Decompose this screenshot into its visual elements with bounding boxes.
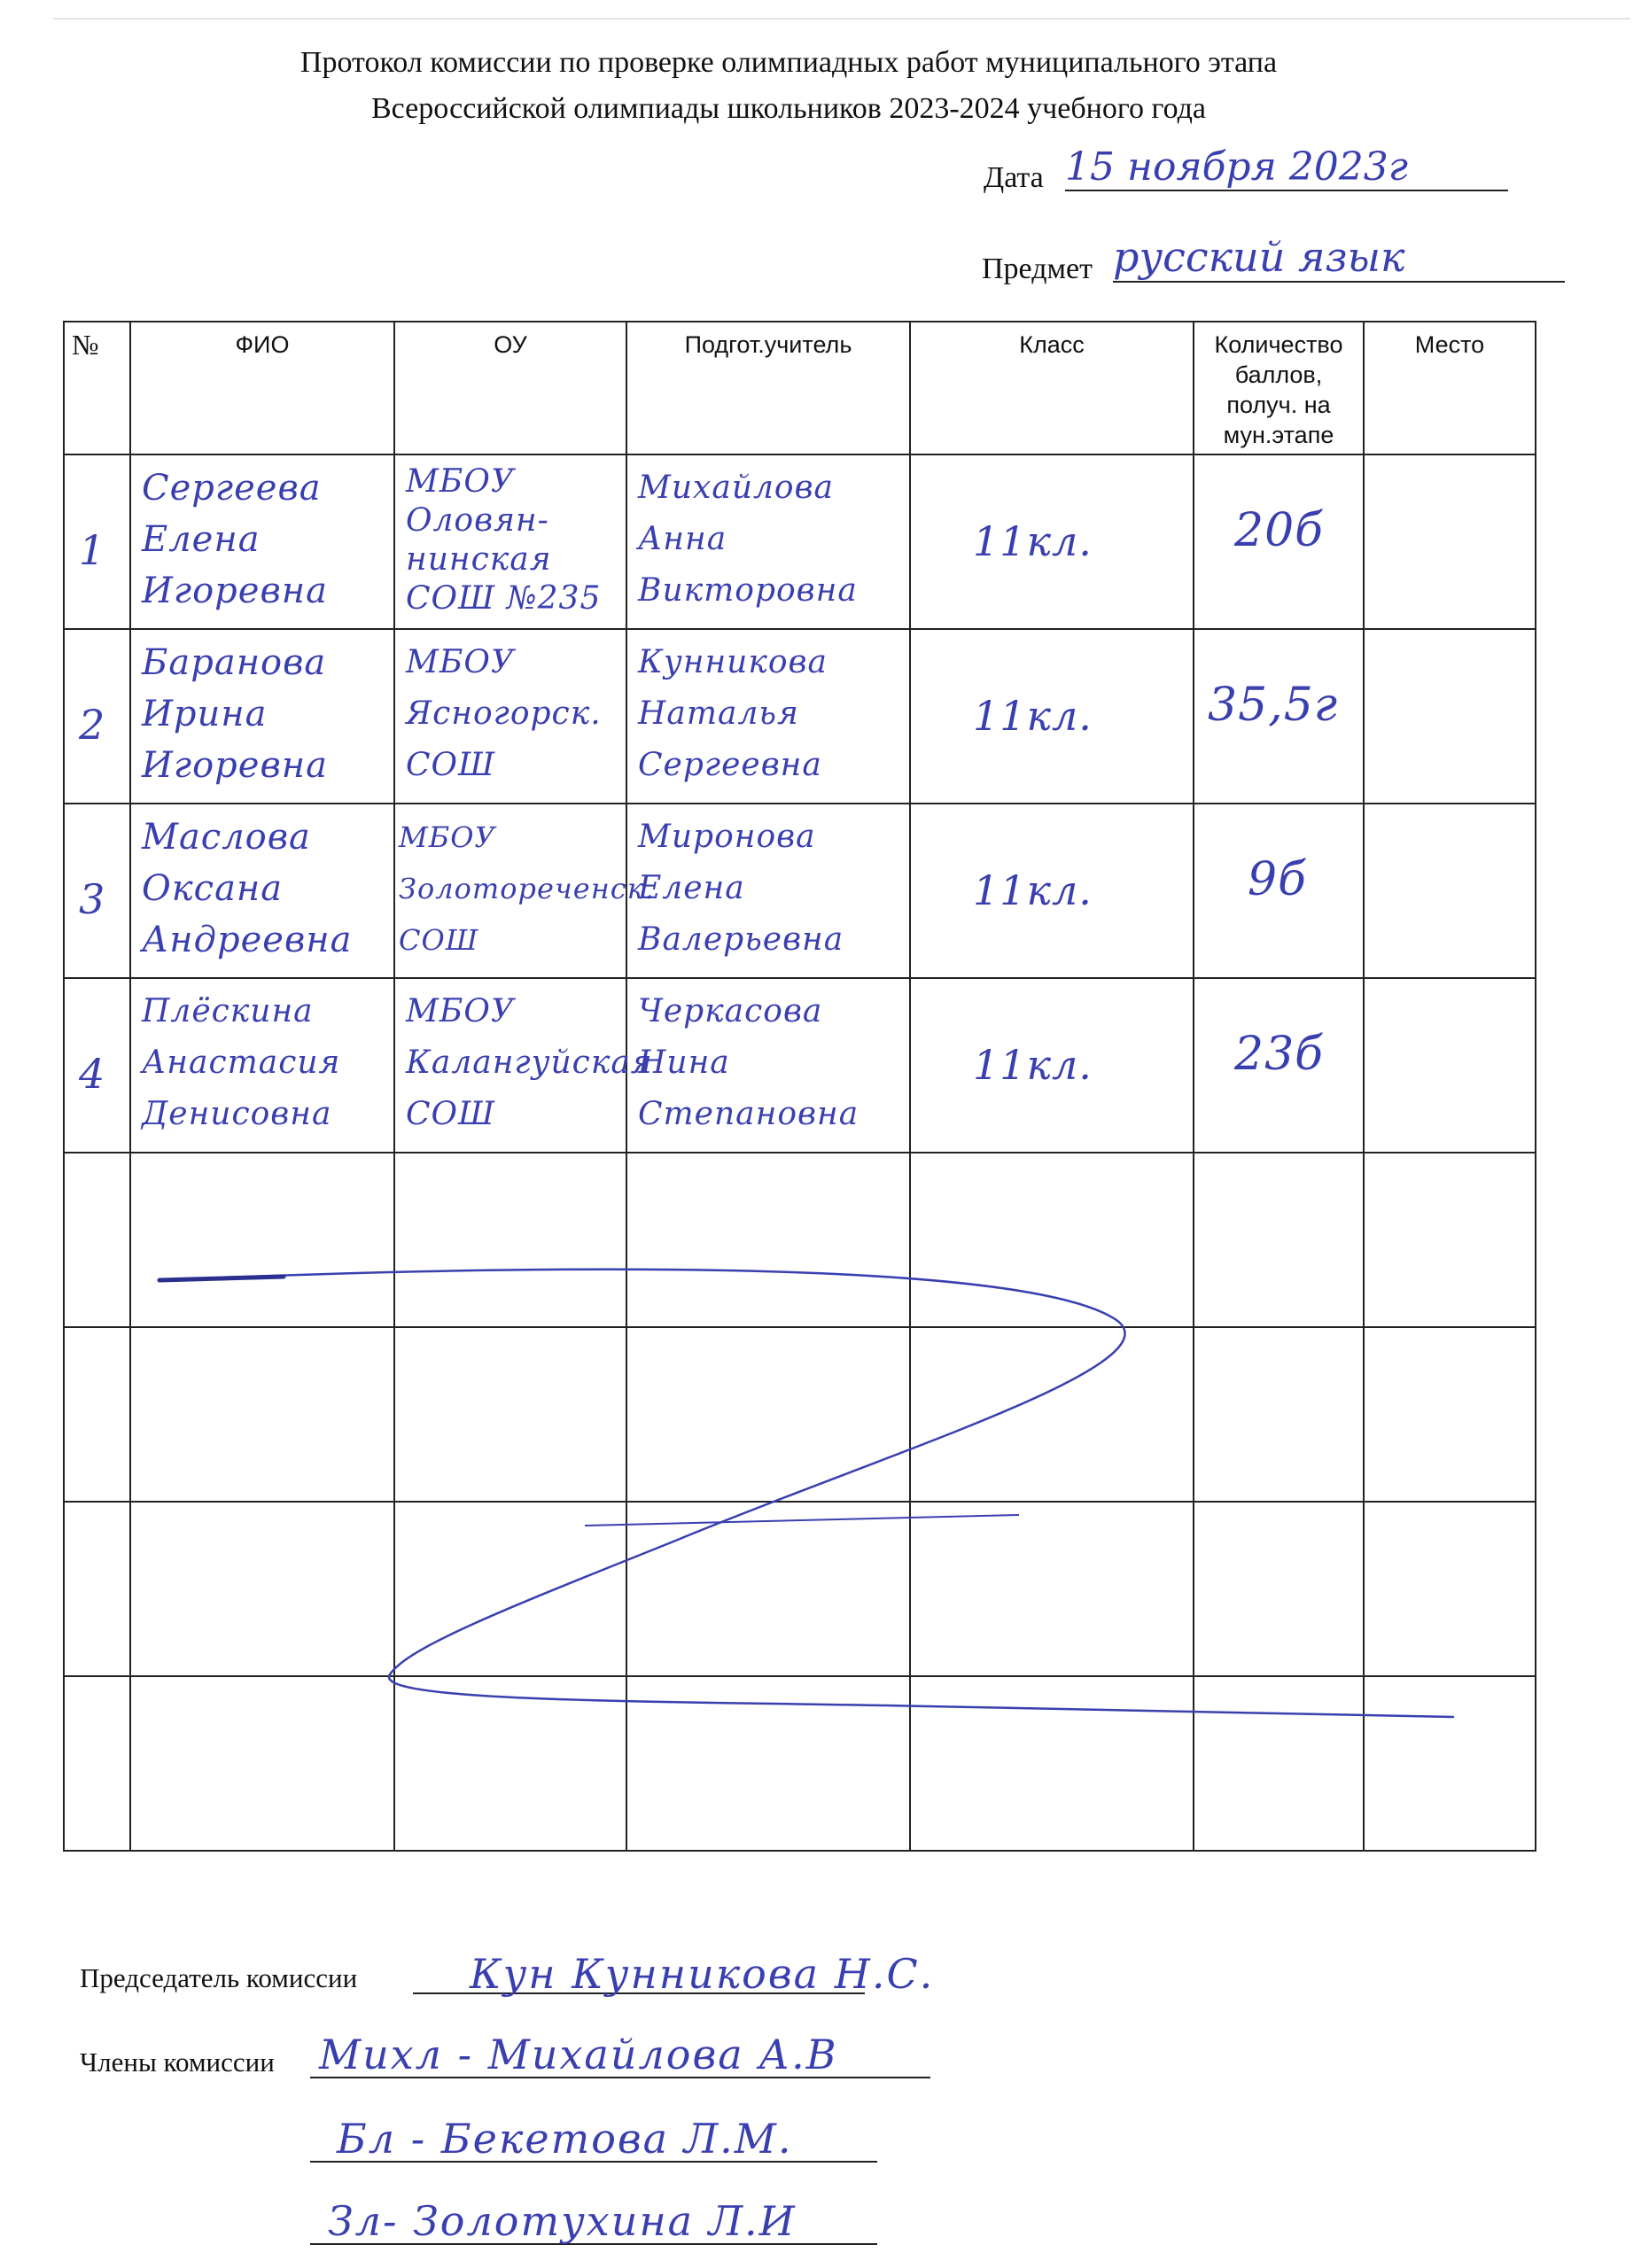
grade-value: 11кл. [973, 517, 1093, 565]
empty-cell [626, 1153, 910, 1327]
grade-value: 11кл. [973, 692, 1093, 740]
subject-row [982, 233, 1602, 286]
school-line: Ясногорск. [406, 695, 602, 732]
col-header-teacher: Подгот.учитель [626, 322, 910, 454]
cell-score [1194, 978, 1364, 1153]
school-line: Калангуйская [406, 1045, 653, 1081]
school-line: МБОУ [399, 820, 496, 854]
cell-grade [910, 804, 1194, 978]
empty-cell [1194, 1676, 1364, 1851]
col-header-score: Количество баллов, получ. на мун.этапе [1194, 322, 1364, 454]
subject-value: русский язык [1113, 233, 1565, 283]
fio-patronymic: Игоревна [142, 571, 328, 611]
teacher-line: Миронова [638, 819, 816, 855]
cell-score [1194, 454, 1364, 629]
col-header-fio: ФИО [130, 322, 394, 454]
empty-cell [130, 1153, 394, 1327]
cell-number [64, 978, 130, 1153]
scan-edge-line [53, 18, 1630, 19]
cell-grade [910, 629, 1194, 804]
empty-cell [626, 1502, 910, 1676]
chairman-signature: Кун Кунникова Н.С. [470, 1950, 935, 1998]
empty-cell [64, 1327, 130, 1502]
cell-score [1194, 629, 1364, 804]
table-row [64, 454, 1536, 629]
fio-surname: Плёскина [142, 993, 314, 1029]
empty-cell [626, 1676, 910, 1851]
grade-value: 11кл. [973, 866, 1093, 914]
empty-cell [1364, 1502, 1536, 1676]
member-signature: Бл - Бекетова Л.М. [337, 2115, 793, 2163]
cell-fio [130, 804, 394, 978]
school-line: МБОУ [406, 463, 515, 500]
school-line: Золотореченск. [399, 872, 655, 905]
cell-school [394, 804, 655, 978]
date-label: Дата [984, 161, 1044, 194]
table-row-empty [64, 1153, 1536, 1327]
results-table [63, 321, 1536, 1852]
row-number: 1 [79, 526, 106, 574]
empty-cell [394, 1327, 626, 1502]
cell-fio [130, 629, 394, 804]
col-header-place: Место [1364, 322, 1536, 454]
cell-place [1364, 804, 1536, 978]
school-line: МБОУ [406, 993, 515, 1029]
school-line: нинская [406, 541, 552, 578]
school-line: СОШ №235 [406, 580, 602, 617]
teacher-line: Елена [638, 870, 745, 906]
empty-cell [394, 1502, 626, 1676]
cell-school [394, 978, 653, 1153]
title-line-2: Всероссийской олимпиады школьников 2023-2024 учебного года [371, 92, 1206, 125]
title-line-1: Протокол комиссии по проверке олимпиадных работ муниципального этапа [299, 46, 1278, 79]
score-value: 23б [1234, 1028, 1324, 1081]
fio-name: Оксана [142, 868, 284, 909]
teacher-line: Сергеевна [638, 747, 822, 783]
row-number: 3 [79, 875, 106, 923]
col-header-number: № [64, 322, 130, 454]
table-row-empty [64, 1676, 1536, 1851]
cell-school [394, 629, 626, 804]
table-header-row [64, 322, 1536, 454]
cell-grade [910, 978, 1194, 1153]
cell-number [64, 804, 130, 978]
school-line: МБОУ [406, 644, 515, 680]
chairman-row [80, 1945, 1143, 1998]
fio-patronymic: Игоревна [142, 745, 328, 786]
teacher-line: Викторовна [638, 572, 858, 609]
cell-score [1194, 804, 1364, 978]
fio-surname: Баранова [142, 642, 327, 683]
row-number: 4 [79, 1050, 106, 1098]
members-row [80, 2195, 1143, 2249]
cell-teacher [626, 629, 910, 804]
teacher-line: Нина [638, 1045, 730, 1081]
score-value: 20б [1234, 504, 1324, 557]
empty-cell [130, 1676, 394, 1851]
cell-fio [130, 978, 394, 1153]
fio-patronymic: Денисовна [142, 1096, 332, 1132]
school-line: СОШ [406, 1096, 496, 1132]
empty-cell [1364, 1153, 1536, 1327]
cell-teacher [626, 454, 910, 629]
col-header-grade: Класс [910, 322, 1194, 454]
grade-value: 11кл. [973, 1041, 1093, 1089]
school-line: Оловян- [406, 502, 549, 539]
teacher-line: Кунникова [638, 644, 828, 680]
empty-cell [910, 1502, 1194, 1676]
member-signature: Михл - Михайлова А.В [319, 2031, 838, 2078]
table-row-empty [64, 1327, 1536, 1502]
empty-cell [1194, 1327, 1364, 1502]
empty-cell [64, 1676, 130, 1851]
members-row [80, 2113, 1143, 2166]
cell-number [64, 454, 130, 629]
school-line: СОШ [406, 747, 496, 783]
teacher-line: Валерьевна [638, 921, 844, 958]
fio-patronymic: Андреевна [142, 920, 353, 960]
teacher-line: Степановна [638, 1096, 860, 1132]
empty-cell [910, 1327, 1194, 1502]
empty-cell [394, 1153, 626, 1327]
table-row [64, 978, 1536, 1153]
row-number: 2 [79, 701, 106, 749]
empty-cell [910, 1153, 1194, 1327]
score-value: 9б [1248, 853, 1307, 906]
empty-cell [1194, 1153, 1364, 1327]
teacher-line: Анна [638, 521, 727, 557]
cell-place [1364, 629, 1536, 804]
empty-cell [130, 1502, 394, 1676]
cell-place [1364, 454, 1536, 629]
empty-cell [1194, 1502, 1364, 1676]
date-row [984, 144, 1515, 195]
school-line: СОШ [399, 923, 479, 957]
score-value: 35,5г [1208, 679, 1339, 732]
cell-place [1364, 978, 1536, 1153]
cell-teacher [626, 804, 910, 978]
cell-number [64, 629, 130, 804]
col-header-school: ОУ [394, 322, 626, 454]
chairman-label: Председатель комиссии [80, 1962, 358, 1993]
table-row [64, 804, 1536, 978]
table-row-empty [64, 1502, 1536, 1676]
members-row [80, 2029, 1143, 2082]
empty-cell [1364, 1327, 1536, 1502]
cell-teacher [626, 978, 910, 1153]
cell-grade [910, 454, 1194, 629]
teacher-line: Наталья [638, 695, 799, 732]
fio-surname: Сергеева [142, 468, 322, 509]
cell-school [394, 454, 626, 629]
fio-name: Анастасия [142, 1045, 341, 1081]
members-label: Члены комиссии [80, 2047, 275, 2078]
teacher-line: Черкасова [638, 993, 823, 1029]
empty-cell [910, 1676, 1194, 1851]
fio-name: Ирина [142, 694, 268, 734]
fio-surname: Маслова [142, 817, 311, 858]
date-value: 15 ноября 2023г [1065, 144, 1508, 191]
empty-cell [64, 1153, 130, 1327]
subject-label: Предмет [982, 252, 1093, 285]
empty-cell [626, 1327, 910, 1502]
empty-cell [64, 1502, 130, 1676]
empty-cell [1364, 1676, 1536, 1851]
cell-fio [130, 454, 394, 629]
teacher-line: Михайлова [638, 470, 835, 506]
table-row [64, 629, 1536, 804]
member-signature: Зл- Золотухина Л.И [328, 2197, 797, 2245]
empty-cell [130, 1327, 394, 1502]
fio-name: Елена [142, 519, 261, 560]
empty-cell [394, 1676, 626, 1851]
